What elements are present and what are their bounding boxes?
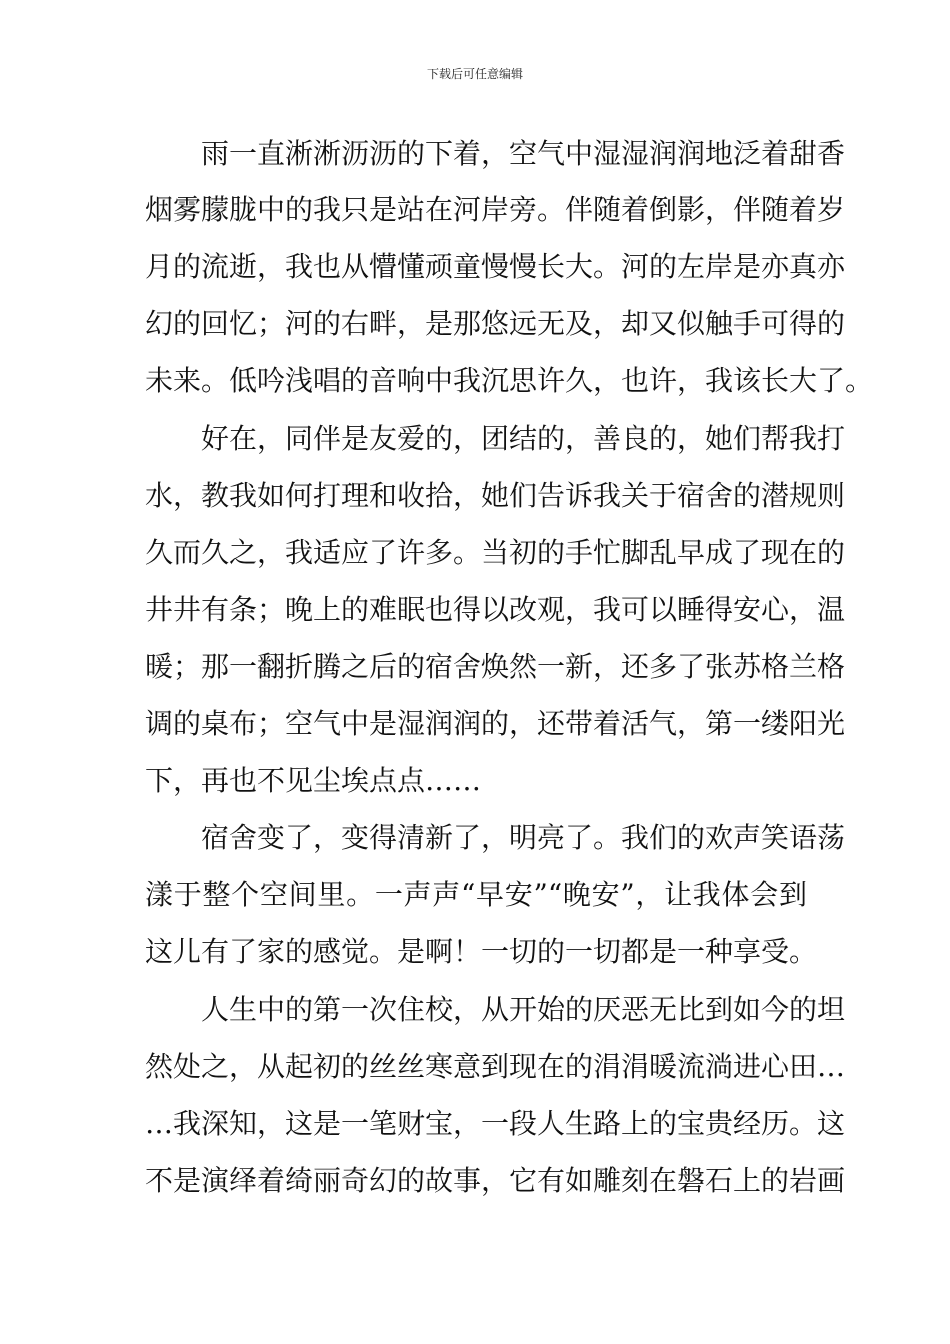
text-line: 这儿有了家的感觉。是啊！一切的一切都是一种享受。 xyxy=(145,935,818,968)
text-line: 幻的回忆；河的右畔，是那悠远无及，却又似触手可得的 xyxy=(145,307,846,340)
page-header: 下载后可任意编辑 xyxy=(426,67,523,81)
text-line: …我深知，这是一笔财宝，一段人生路上的宝贵经历。这 xyxy=(145,1107,846,1140)
text-line: 好在，同伴是友爱的，团结的，善良的，她们帮我打 xyxy=(201,422,846,455)
text-line: 月的流逝，我也从懵懂顽童慢慢长大。河的左岸是亦真亦 xyxy=(145,250,846,283)
text-line: 下，再也不见尘埃点点…… xyxy=(145,764,482,797)
text-line: 漾于整个空间里。一声声“早安”“晚安”，让我体会到 xyxy=(145,878,807,911)
text-line: 未来。低吟浅唱的音响中我沉思许久，也许，我该长大了。 xyxy=(145,364,874,397)
text-line: 水，教我如何打理和收拾，她们告诉我关于宿舍的潜规则 xyxy=(145,479,846,512)
text-line: 然处之，从起初的丝丝寒意到现在的涓涓暖流淌进心田… xyxy=(145,1050,846,1083)
text-line: 雨一直淅淅沥沥的下着，空气中湿湿润润地泛着甜香 xyxy=(201,137,846,170)
text-line: 宿舍变了，变得清新了，明亮了。我们的欢声笑语荡 xyxy=(201,821,846,854)
text-line: 调的桌布；空气中是湿润润的，还带着活气，第一缕阳光 xyxy=(145,707,846,740)
text-line: 人生中的第一次住校，从开始的厌恶无比到如今的坦 xyxy=(201,993,846,1026)
text-line: 井井有条；晚上的难眠也得以改观，我可以睡得安心，温 xyxy=(145,593,846,626)
text-line: 烟雾朦胧中的我只是站在河岸旁。伴随着倒影，伴随着岁 xyxy=(145,193,846,226)
text-line: 不是演绎着绮丽奇幻的故事，它有如雕刻在磐石上的岩画 xyxy=(145,1164,846,1197)
text-line: 暖；那一翻折腾之后的宿舍焕然一新，还多了张苏格兰格 xyxy=(145,650,846,683)
text-line: 久而久之，我适应了许多。当初的手忙脚乱早成了现在的 xyxy=(145,536,846,569)
